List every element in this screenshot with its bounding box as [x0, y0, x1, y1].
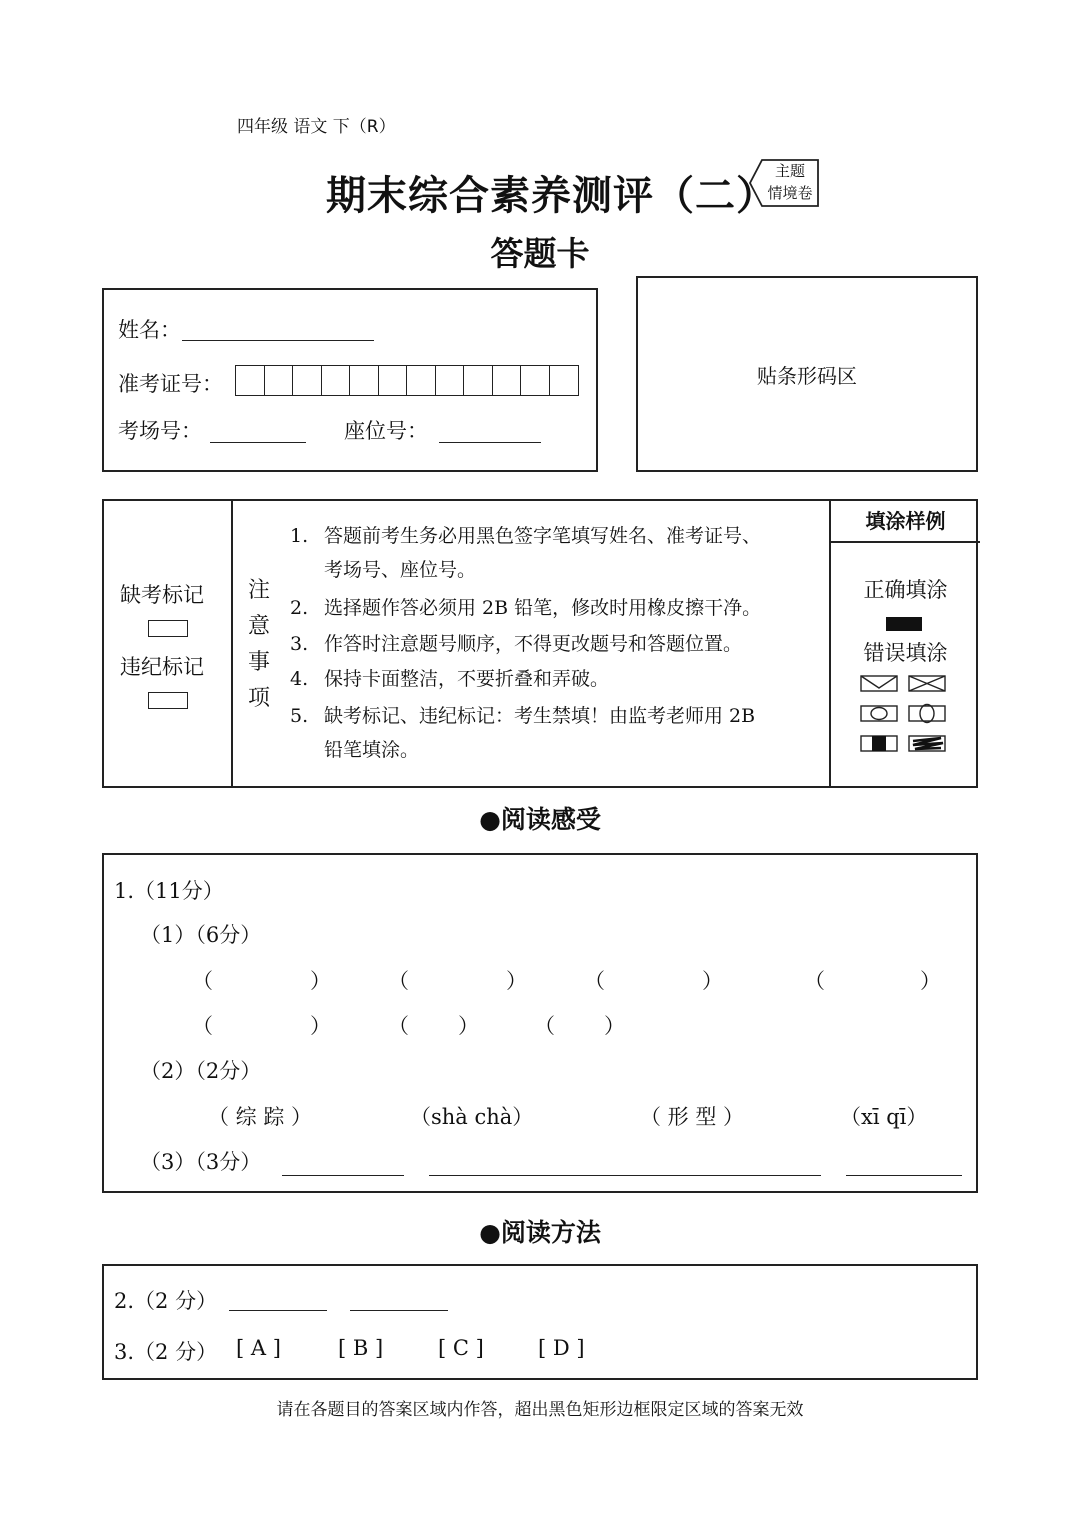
q1-heading: 1.（11分）: [114, 879, 224, 903]
answer-line[interactable]: [846, 1153, 962, 1176]
section-heading-reading-method: ●阅读方法: [479, 1218, 601, 1247]
tag-line-2: 情境卷: [767, 184, 813, 202]
option-c[interactable]: [ C ]: [438, 1336, 484, 1360]
paren-open: （: [804, 969, 825, 993]
wrong-fill-samples-icon: [859, 674, 955, 754]
notice-item-continued: 考场号、座位号。: [324, 559, 477, 581]
notice-item: 3. 作答时注意题号顺序，不得更改题号和答题位置。: [290, 633, 743, 655]
paren-close: ）: [310, 1014, 331, 1038]
q3-label: 3.（2 分）: [114, 1340, 218, 1364]
paren-close: ）: [310, 969, 331, 993]
answer-line[interactable]: [282, 1153, 404, 1176]
divider: [231, 501, 233, 786]
choice-option[interactable]: （xī qī）: [840, 1105, 928, 1129]
paren-close: ）: [920, 969, 941, 993]
name-field[interactable]: [182, 318, 374, 341]
option-b[interactable]: [ B ]: [338, 1336, 384, 1360]
q2-label: 2.（2 分）: [114, 1289, 218, 1313]
correct-fill-sample: [886, 617, 922, 631]
exam-id-digit-box[interactable]: [265, 366, 294, 395]
q1-part1-label: （1）（6分）: [140, 923, 262, 947]
footer-note: 请在各题目的答案区域内作答，超出黑色矩形边框限定区域的答案无效: [276, 1400, 804, 1420]
exam-id-digit-box[interactable]: [521, 366, 550, 395]
exam-id-digit-box[interactable]: [493, 366, 522, 395]
violation-mark-label: 违纪标记: [120, 655, 204, 679]
seat-label: 座位号：: [344, 419, 428, 443]
paren-close: ）: [604, 1014, 625, 1038]
answer-line[interactable]: [350, 1288, 448, 1311]
paren-close: ）: [458, 1014, 479, 1038]
exam-id-digit-box[interactable]: [464, 366, 493, 395]
absent-mark-label: 缺考标记: [120, 583, 204, 607]
notice-heading-char: 事: [247, 650, 270, 675]
sample-heading: 填涂样例: [831, 501, 980, 543]
choice-option[interactable]: （ 综 踪 ）: [208, 1105, 313, 1129]
student-info-box: [102, 288, 598, 472]
exam-id-digit-box[interactable]: [379, 366, 408, 395]
room-label: 考场号：: [118, 419, 202, 443]
theme-tag: [748, 158, 820, 208]
absent-mark-box[interactable]: [148, 620, 188, 637]
q1-part2-label: （2）（2分）: [140, 1059, 262, 1083]
notice-heading-char: 项: [247, 686, 270, 711]
tag-line-1: 主题: [774, 162, 805, 180]
choice-option[interactable]: （shà chà）: [410, 1105, 534, 1129]
exam-id-label: 准考证号：: [118, 372, 223, 396]
page-title: 期末综合素养测评（二）: [326, 173, 777, 219]
notice-heading: [244, 573, 274, 717]
section-heading-reading-feel: ●阅读感受: [479, 805, 601, 834]
paren-open: （: [192, 1014, 213, 1038]
paren-open: （: [192, 969, 213, 993]
notice-item: 2. 选择题作答必须用 2B 铅笔，修改时用橡皮擦干净。: [290, 597, 762, 619]
exam-id-digit-box[interactable]: [350, 366, 379, 395]
answer-line[interactable]: [229, 1288, 327, 1311]
exam-id-digit-box[interactable]: [322, 366, 351, 395]
notice-item: 1. 答题前考生务必用黑色签字笔填写姓名、准考证号、: [290, 525, 762, 547]
paren-open: （: [388, 969, 409, 993]
notice-box: [102, 499, 978, 788]
notice-item-continued: 铅笔填涂。: [324, 739, 420, 761]
violation-mark-box[interactable]: [148, 692, 188, 709]
barcode-label: 贴条形码区: [757, 363, 857, 388]
seat-field[interactable]: [439, 420, 541, 443]
paren-open: （: [584, 969, 605, 993]
paren-close: ）: [702, 969, 723, 993]
notice-heading-char: 意: [247, 614, 270, 639]
paren-open: （: [388, 1014, 409, 1038]
wrong-fill-label: 错误填涂: [863, 641, 948, 665]
paren-close: ）: [506, 969, 527, 993]
page-subtitle: 答题卡: [490, 234, 590, 273]
choice-option[interactable]: （ 形 型 ）: [640, 1105, 745, 1129]
exam-id-digit-box[interactable]: [236, 366, 265, 395]
exam-id-boxes[interactable]: [235, 365, 579, 396]
exam-id-digit-box[interactable]: [550, 366, 579, 395]
barcode-area: [636, 276, 978, 472]
option-a[interactable]: [ A ]: [236, 1336, 281, 1360]
q1-answer-box: [102, 853, 978, 1193]
q1-part3-label: （3）（3分）: [140, 1150, 262, 1174]
notice-item: 4. 保持卡面整洁，不要折叠和弄破。: [290, 668, 610, 690]
room-field[interactable]: [210, 420, 306, 443]
exam-id-digit-box[interactable]: [436, 366, 465, 395]
option-d[interactable]: [ D ]: [538, 1336, 585, 1360]
exam-id-digit-box[interactable]: [407, 366, 436, 395]
q2-q3-answer-box: [102, 1264, 978, 1380]
answer-line[interactable]: [429, 1153, 821, 1176]
grade-line: 四年级 语文 下（R）: [237, 117, 396, 137]
paren-open: （: [534, 1014, 555, 1038]
correct-fill-label: 正确填涂: [863, 578, 948, 602]
name-label: 姓名：: [118, 318, 181, 342]
notice-item: 5. 缺考标记、违纪标记：考生禁填！由监考老师用 2B: [290, 705, 756, 727]
exam-id-digit-box[interactable]: [293, 366, 322, 395]
notice-heading-char: 注: [247, 578, 270, 603]
